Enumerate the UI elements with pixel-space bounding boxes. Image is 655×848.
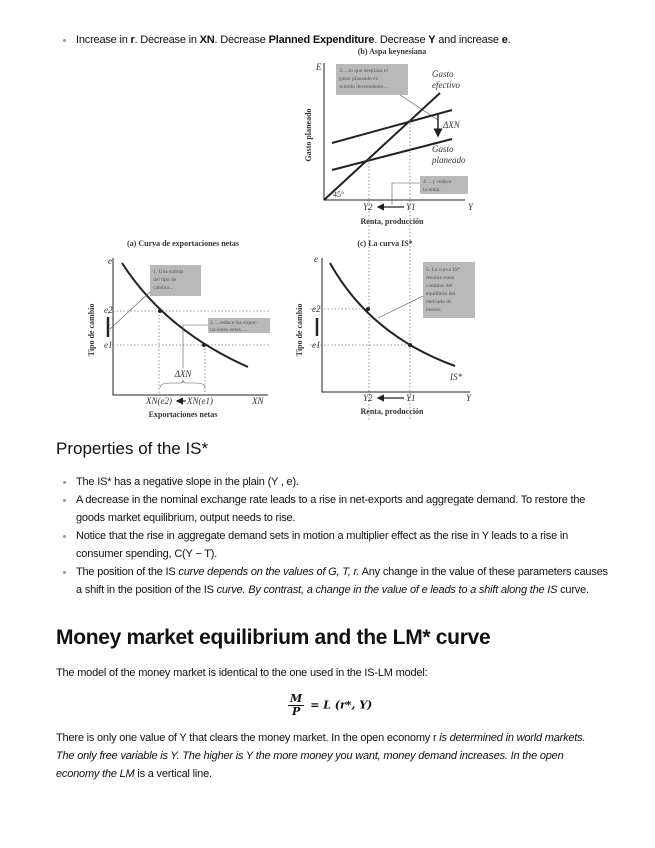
planned-line-label: planeado <box>432 155 466 165</box>
text-bold: XN <box>199 34 215 46</box>
text-italic: curve depends on the values of G, T, r. <box>178 566 360 578</box>
text: The position of the IS <box>76 566 179 578</box>
panel-a-y-symbol: e <box>108 256 112 266</box>
panel-a-x-symbol: XN <box>252 396 264 406</box>
shift-label: ΔXN <box>443 120 460 130</box>
properties-bullet: A decrease in the nominal exchange rate leads to a rise in net-exports and aggregate demand. To restore the goods market equilibrium, output needs to rise. <box>52 491 612 527</box>
text-italic: is determined in world markets. The only free variable is Y. The higher is Y the more money you want, money demand increases. In the open economy the LM <box>56 732 586 780</box>
panel-c-x-axis-label: Renta, producción <box>360 407 424 416</box>
panel-b-y-axis-label: Gasto planeado <box>304 108 313 162</box>
text-bold: Y <box>428 34 436 46</box>
panel-c-y-symbol: e <box>314 254 318 264</box>
e1-label: e1 <box>104 340 113 350</box>
panel-b-note3-line: gasto planeado en <box>339 76 379 82</box>
money-equation <box>288 693 372 718</box>
text-bold: Planned Expenditure <box>268 34 375 46</box>
panel-c-note5-line: resume estos <box>426 275 455 281</box>
panel-c-note5-line: bienes. <box>426 307 442 313</box>
panel-c-title: (c) La curva IS* <box>357 239 413 248</box>
actual-line-label: Gasto <box>432 69 454 79</box>
panel-b-note4-line: 4. ...y reduce <box>423 179 452 185</box>
panel-a-note1-line: del tipo de <box>153 277 177 283</box>
y1-label: Y1 <box>406 202 416 212</box>
e2-label: e2 <box>104 305 113 315</box>
panel-a-note2-line: 2. ...reduce las expor- <box>210 320 258 326</box>
delta-brace <box>160 380 205 388</box>
text: . <box>507 34 511 46</box>
panel-is-curve <box>295 239 475 416</box>
planned-line-label: Gasto <box>432 144 454 154</box>
text: is a vertical line. <box>134 768 212 780</box>
panel-b-note3-line: 3. ...lo que desplaza el <box>339 68 388 74</box>
money-paragraph <box>56 729 596 783</box>
panel-b-x-axis-label: Renta, producción <box>360 217 424 226</box>
numerator: M <box>290 692 303 705</box>
properties-bullet: Notice that the rise in aggregate demand sets in motion a multiplier effect as the rise in Y leads to a rise in consumer spending, C(Y − T). <box>52 527 612 563</box>
point <box>366 307 370 311</box>
properties-bullet <box>52 563 612 599</box>
y2-label: Y2 <box>363 202 373 212</box>
xn-e2-label: XN(e2) <box>146 396 172 406</box>
text: curve. <box>557 584 589 596</box>
panel-b-y-symbol: E <box>316 62 322 72</box>
point <box>202 343 206 347</box>
panel-c-note5-line: cambios del <box>426 283 453 289</box>
e2-label: e2 <box>312 304 321 314</box>
panel-a-title: (a) Curva de exportaciones netas <box>127 239 239 248</box>
denominator: P <box>291 705 301 718</box>
properties-heading: Properties of the IS* <box>56 439 209 458</box>
y2-label: Y2 <box>363 393 373 403</box>
money-market-heading: Money market equilibrium and the LM* curve <box>56 626 491 649</box>
angle-label: 45° <box>333 190 345 199</box>
text: . Decrease in <box>134 34 200 46</box>
text: Any change in the value of these parameters causes a shift in the position of the IS <box>76 566 608 596</box>
panel-b-note4-line: la renta. <box>423 187 441 193</box>
fraction <box>288 693 304 718</box>
actual-line-label: efectivo <box>432 80 460 90</box>
panel-a-x-axis-label: Exportaciones netas <box>148 410 218 419</box>
leader-line <box>110 292 150 329</box>
xn-e1-label: XN(e1) <box>187 396 213 406</box>
text: . Decrease <box>214 34 269 46</box>
panel-b-x-symbol: Y <box>468 202 474 212</box>
point <box>158 309 162 313</box>
point <box>408 343 412 347</box>
text: Increase in <box>76 34 131 46</box>
delta-xn-label: ΔXN <box>174 369 192 379</box>
panel-c-y-axis-label: Tipo de cambio <box>295 303 304 357</box>
e1-label: e1 <box>312 340 321 350</box>
properties-bullet: The IS* has a negative slope in the plain (Y , e). <box>52 473 612 491</box>
text: and increase <box>435 34 502 46</box>
panel-net-exports <box>87 239 270 419</box>
text-bold: r <box>130 34 135 46</box>
panel-c-note5-line: equilibrio del <box>426 291 456 297</box>
y1-label: Y1 <box>406 393 416 403</box>
money-intro: The model of the money market is identical to the one used in the IS-LM model: <box>56 667 428 679</box>
panel-c-note5-line: mercado de <box>426 299 452 305</box>
panel-b-note3-line: sentido descendente... <box>339 84 388 90</box>
panel-a-note1-line: 1. Una subida <box>153 269 184 275</box>
equation-rhs: = L (r*, Y) <box>310 698 373 712</box>
properties-list <box>52 473 612 599</box>
panel-b-title: (b) Aspa keynesiana <box>357 47 427 56</box>
panel-c-x-symbol: Y <box>466 393 472 403</box>
text: . Decrease <box>374 34 429 46</box>
panel-a-y-axis-label: Tipo de cambio <box>87 303 96 357</box>
is-star-label: IS* <box>450 372 462 382</box>
text-italic: curve. By contrast, a change in the value of e leads to a shift along the IS <box>216 584 558 596</box>
panel-c-note5-line: 5. La curva IS* <box>426 267 460 273</box>
text: There is only one value of Y that clears the money market. In the open economy r <box>56 732 440 744</box>
panel-a-note1-line: cambio... <box>153 285 174 291</box>
panel-a-note2-line: taciones netas, ... <box>210 327 248 333</box>
text-bold: e <box>501 34 508 46</box>
leader-line <box>378 296 423 318</box>
